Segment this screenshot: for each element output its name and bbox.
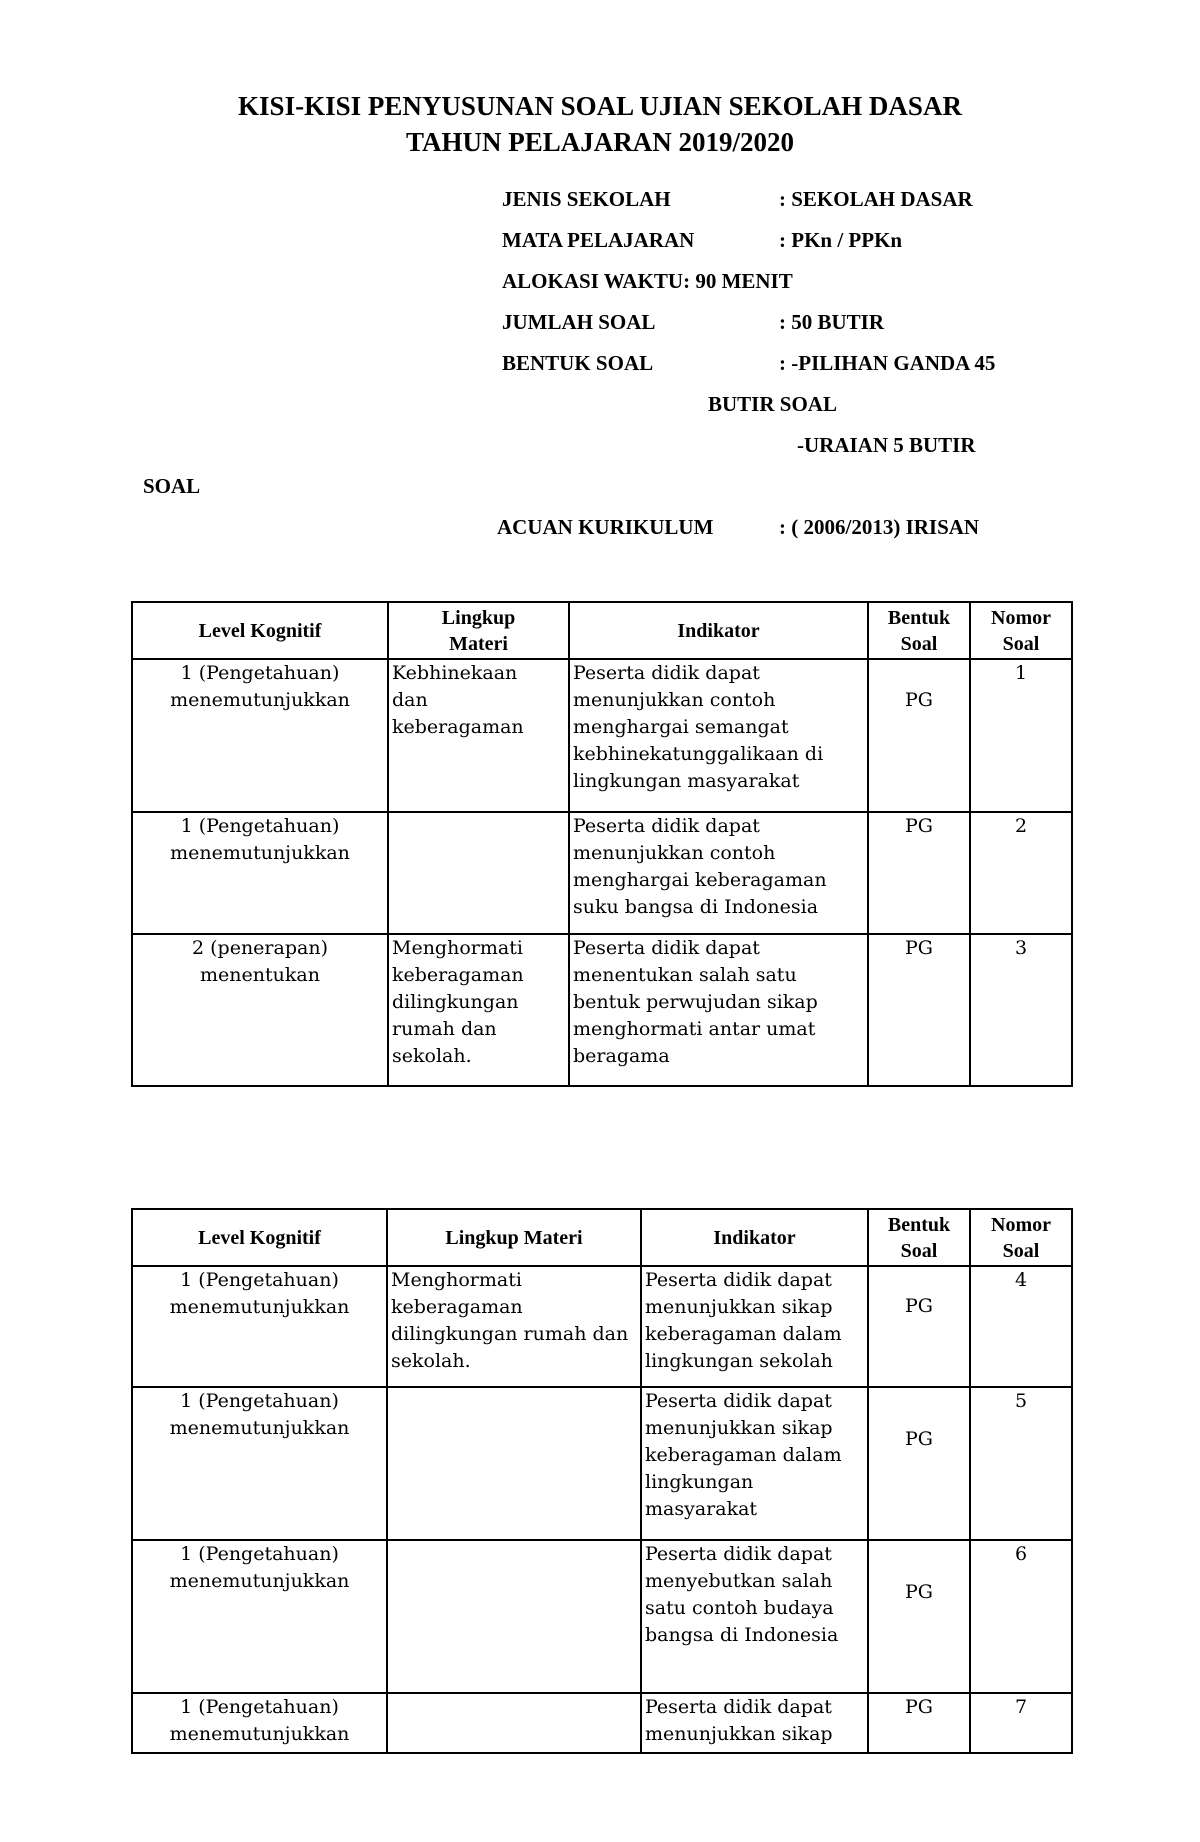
materi-line: dilingkungan rumah dan bbox=[391, 1323, 629, 1345]
nomor-soal-cell: 1 bbox=[970, 659, 1072, 812]
indikator-cell bbox=[641, 1693, 868, 1753]
bentuk-soal-cell: PG bbox=[868, 1387, 970, 1540]
kisi-table-2 bbox=[131, 1208, 1073, 1754]
indikator-line: Peserta didik dapat bbox=[645, 1269, 832, 1291]
acuan-kurikulum-value: : ( 2006/2013) IRISAN bbox=[779, 515, 980, 539]
table-row bbox=[132, 1387, 1072, 1540]
indikator-line: Peserta didik dapat bbox=[645, 1390, 832, 1412]
lingkup-materi-cell bbox=[388, 934, 569, 1086]
indikator-line: menunjukkan contoh bbox=[573, 842, 776, 864]
indikator-line: Peserta didik dapat bbox=[573, 815, 760, 837]
bentuk-soal-cell: PG bbox=[868, 1540, 970, 1693]
level-kognitif-cell bbox=[132, 934, 388, 1086]
level-line: 1 (Pengetahuan) bbox=[180, 1269, 339, 1291]
header-text: Materi bbox=[449, 632, 508, 655]
table-row bbox=[132, 1693, 1072, 1753]
header-text: Bentuk bbox=[887, 1213, 951, 1236]
header-text: Bentuk bbox=[887, 606, 951, 629]
materi-line: sekolah. bbox=[392, 1045, 472, 1067]
materi-line: Menghormati bbox=[391, 1269, 522, 1291]
header-text: Soal bbox=[900, 632, 938, 655]
indikator-cell bbox=[569, 659, 868, 812]
header-lingkup-materi: Lingkup Materi bbox=[387, 1209, 641, 1266]
level-line: menentukan bbox=[200, 964, 320, 986]
level-line: 1 (Pengetahuan) bbox=[180, 1696, 339, 1718]
indikator-line: menyebutkan salah bbox=[645, 1570, 833, 1592]
indikator-line: menentukan salah satu bbox=[573, 964, 797, 986]
materi-line: keberagaman bbox=[391, 1296, 523, 1318]
kisi-table-1 bbox=[131, 601, 1073, 1087]
header-level-kognitif: Level Kognitif bbox=[132, 1209, 387, 1266]
indikator-line: Peserta didik dapat bbox=[573, 662, 760, 684]
indikator-line: bangsa di Indonesia bbox=[645, 1624, 839, 1646]
jumlah-soal-value: : 50 BUTIR bbox=[779, 310, 885, 334]
indikator-line: keberagaman dalam bbox=[645, 1323, 842, 1345]
table-header-row bbox=[132, 602, 1072, 659]
level-line: 1 (Pengetahuan) bbox=[180, 662, 340, 684]
indikator-line: menunjukkan contoh bbox=[573, 689, 776, 711]
lingkup-materi-cell bbox=[387, 1387, 641, 1540]
level-line: 1 (Pengetahuan) bbox=[180, 1543, 339, 1565]
lingkup-materi-cell bbox=[387, 1540, 641, 1693]
bentuk-soal-cell: PG bbox=[868, 812, 970, 934]
uraian-soal: -URAIAN 5 BUTIR bbox=[797, 433, 976, 457]
indikator-line: menghargai keberagaman bbox=[573, 869, 827, 891]
nomor-soal-cell: 6 bbox=[970, 1540, 1072, 1693]
table-row bbox=[132, 1266, 1072, 1387]
materi-line: Kebhinekaan bbox=[392, 662, 518, 684]
table-row bbox=[132, 659, 1072, 812]
level-kognitif-cell bbox=[132, 659, 388, 812]
lingkup-materi-cell bbox=[388, 659, 569, 812]
indikator-cell bbox=[641, 1266, 868, 1387]
header-text: Soal bbox=[1002, 1239, 1040, 1262]
indikator-line: menghargai semangat bbox=[573, 716, 789, 738]
nomor-soal-cell: 5 bbox=[970, 1387, 1072, 1540]
indikator-line: kebhinekatunggalikaan di bbox=[573, 743, 824, 765]
indikator-line: masyarakat bbox=[645, 1498, 758, 1520]
bentuk-soal-cell: PG bbox=[868, 934, 970, 1086]
level-line: 2 (penerapan) bbox=[192, 937, 328, 959]
bentuk-soal-cell: PG bbox=[868, 659, 970, 812]
materi-line: Menghormati bbox=[392, 937, 523, 959]
indikator-cell bbox=[569, 934, 868, 1086]
table-row bbox=[132, 812, 1072, 934]
header-nomor-soal bbox=[970, 602, 1072, 659]
header-text: Soal bbox=[900, 1239, 938, 1262]
indikator-line: menunjukkan sikap bbox=[645, 1723, 833, 1745]
level-line: 1 (Pengetahuan) bbox=[180, 1390, 339, 1412]
bentuk-soal-continuation: BUTIR SOAL bbox=[708, 392, 837, 416]
lingkup-materi-cell bbox=[388, 812, 569, 934]
level-kognitif-cell bbox=[132, 1266, 387, 1387]
materi-line: dan bbox=[392, 689, 428, 711]
materi-line: keberagaman bbox=[392, 964, 524, 986]
indikator-line: menghormati antar umat bbox=[573, 1018, 816, 1040]
mata-pelajaran-value: : PKn / PPKn bbox=[779, 228, 903, 252]
materi-line: keberagaman bbox=[392, 716, 524, 738]
jumlah-soal-label: JUMLAH SOAL bbox=[502, 310, 656, 334]
header-indikator: Indikator bbox=[569, 602, 868, 659]
mata-pelajaran-label: MATA PELAJARAN bbox=[502, 228, 695, 252]
lingkup-materi-cell bbox=[387, 1266, 641, 1387]
level-line: menemutunjukkan bbox=[170, 689, 350, 711]
header-lingkup-materi bbox=[388, 602, 569, 659]
level-line: 1 (Pengetahuan) bbox=[180, 815, 340, 837]
indikator-line: lingkungan masyarakat bbox=[573, 770, 800, 792]
nomor-soal-cell: 4 bbox=[970, 1266, 1072, 1387]
header-indikator: Indikator bbox=[641, 1209, 868, 1266]
nomor-soal-cell: 3 bbox=[970, 934, 1072, 1086]
header-level-kognitif: Level Kognitif bbox=[132, 602, 388, 659]
materi-line: rumah dan bbox=[392, 1018, 497, 1040]
level-kognitif-cell bbox=[132, 812, 388, 934]
bentuk-soal-cell: PG bbox=[868, 1266, 970, 1387]
level-line: menemutunjukkan bbox=[169, 1417, 350, 1439]
indikator-line: lingkungan bbox=[645, 1471, 754, 1493]
level-line: menemutunjukkan bbox=[170, 842, 350, 864]
indikator-line: satu contoh budaya bbox=[645, 1597, 834, 1619]
document-title-line-1: KISI-KISI PENYUSUNAN SOAL UJIAN SEKOLAH DASAR bbox=[238, 91, 962, 121]
materi-line: dilingkungan bbox=[392, 991, 519, 1013]
bentuk-soal-label: BENTUK SOAL bbox=[502, 351, 654, 375]
jenis-sekolah-label: JENIS SEKOLAH bbox=[502, 187, 671, 211]
indikator-line: suku bangsa di Indonesia bbox=[573, 896, 819, 918]
indikator-line: keberagaman dalam bbox=[645, 1444, 842, 1466]
header-bentuk-soal bbox=[868, 1209, 970, 1266]
level-kognitif-cell bbox=[132, 1693, 387, 1753]
indikator-cell bbox=[641, 1540, 868, 1693]
bentuk-soal-cell: PG bbox=[868, 1693, 970, 1753]
indikator-line: beragama bbox=[573, 1045, 670, 1067]
nomor-soal-cell: 7 bbox=[970, 1693, 1072, 1753]
nomor-soal-cell: 2 bbox=[970, 812, 1072, 934]
jenis-sekolah-value: : SEKOLAH DASAR bbox=[779, 187, 973, 211]
indikator-line: menunjukkan sikap bbox=[645, 1417, 833, 1439]
level-line: menemutunjukkan bbox=[169, 1723, 350, 1745]
table-header-row bbox=[132, 1209, 1072, 1266]
indikator-cell bbox=[641, 1387, 868, 1540]
document-title-line-2: TAHUN PELAJARAN 2019/2020 bbox=[405, 127, 794, 157]
level-line: menemutunjukkan bbox=[169, 1296, 350, 1318]
bentuk-soal-value: : -PILIHAN GANDA 45 bbox=[779, 351, 996, 375]
uraian-soal-continuation: SOAL bbox=[143, 474, 201, 498]
level-kognitif-cell bbox=[132, 1387, 387, 1540]
header-bentuk-soal bbox=[868, 602, 970, 659]
level-kognitif-cell bbox=[132, 1540, 387, 1693]
table-row bbox=[132, 934, 1072, 1086]
materi-line: sekolah. bbox=[391, 1350, 471, 1372]
header-nomor-soal bbox=[970, 1209, 1072, 1266]
header-text: Soal bbox=[1002, 632, 1040, 655]
indikator-line: lingkungan sekolah bbox=[645, 1350, 833, 1372]
level-line: menemutunjukkan bbox=[169, 1570, 350, 1592]
alokasi-waktu: ALOKASI WAKTU: 90 MENIT bbox=[502, 269, 793, 293]
acuan-kurikulum-label: ACUAN KURIKULUM bbox=[497, 515, 714, 539]
indikator-cell bbox=[569, 812, 868, 934]
indikator-line: bentuk perwujudan sikap bbox=[573, 991, 818, 1013]
header-text: Nomor bbox=[991, 606, 1051, 629]
header-text: Nomor bbox=[991, 1213, 1051, 1236]
indikator-line: Peserta didik dapat bbox=[645, 1543, 832, 1565]
header-text: Lingkup bbox=[441, 606, 516, 629]
table-row bbox=[132, 1540, 1072, 1693]
lingkup-materi-cell bbox=[387, 1693, 641, 1753]
indikator-line: Peserta didik dapat bbox=[573, 937, 760, 959]
indikator-line: menunjukkan sikap bbox=[645, 1296, 833, 1318]
indikator-line: Peserta didik dapat bbox=[645, 1696, 832, 1718]
